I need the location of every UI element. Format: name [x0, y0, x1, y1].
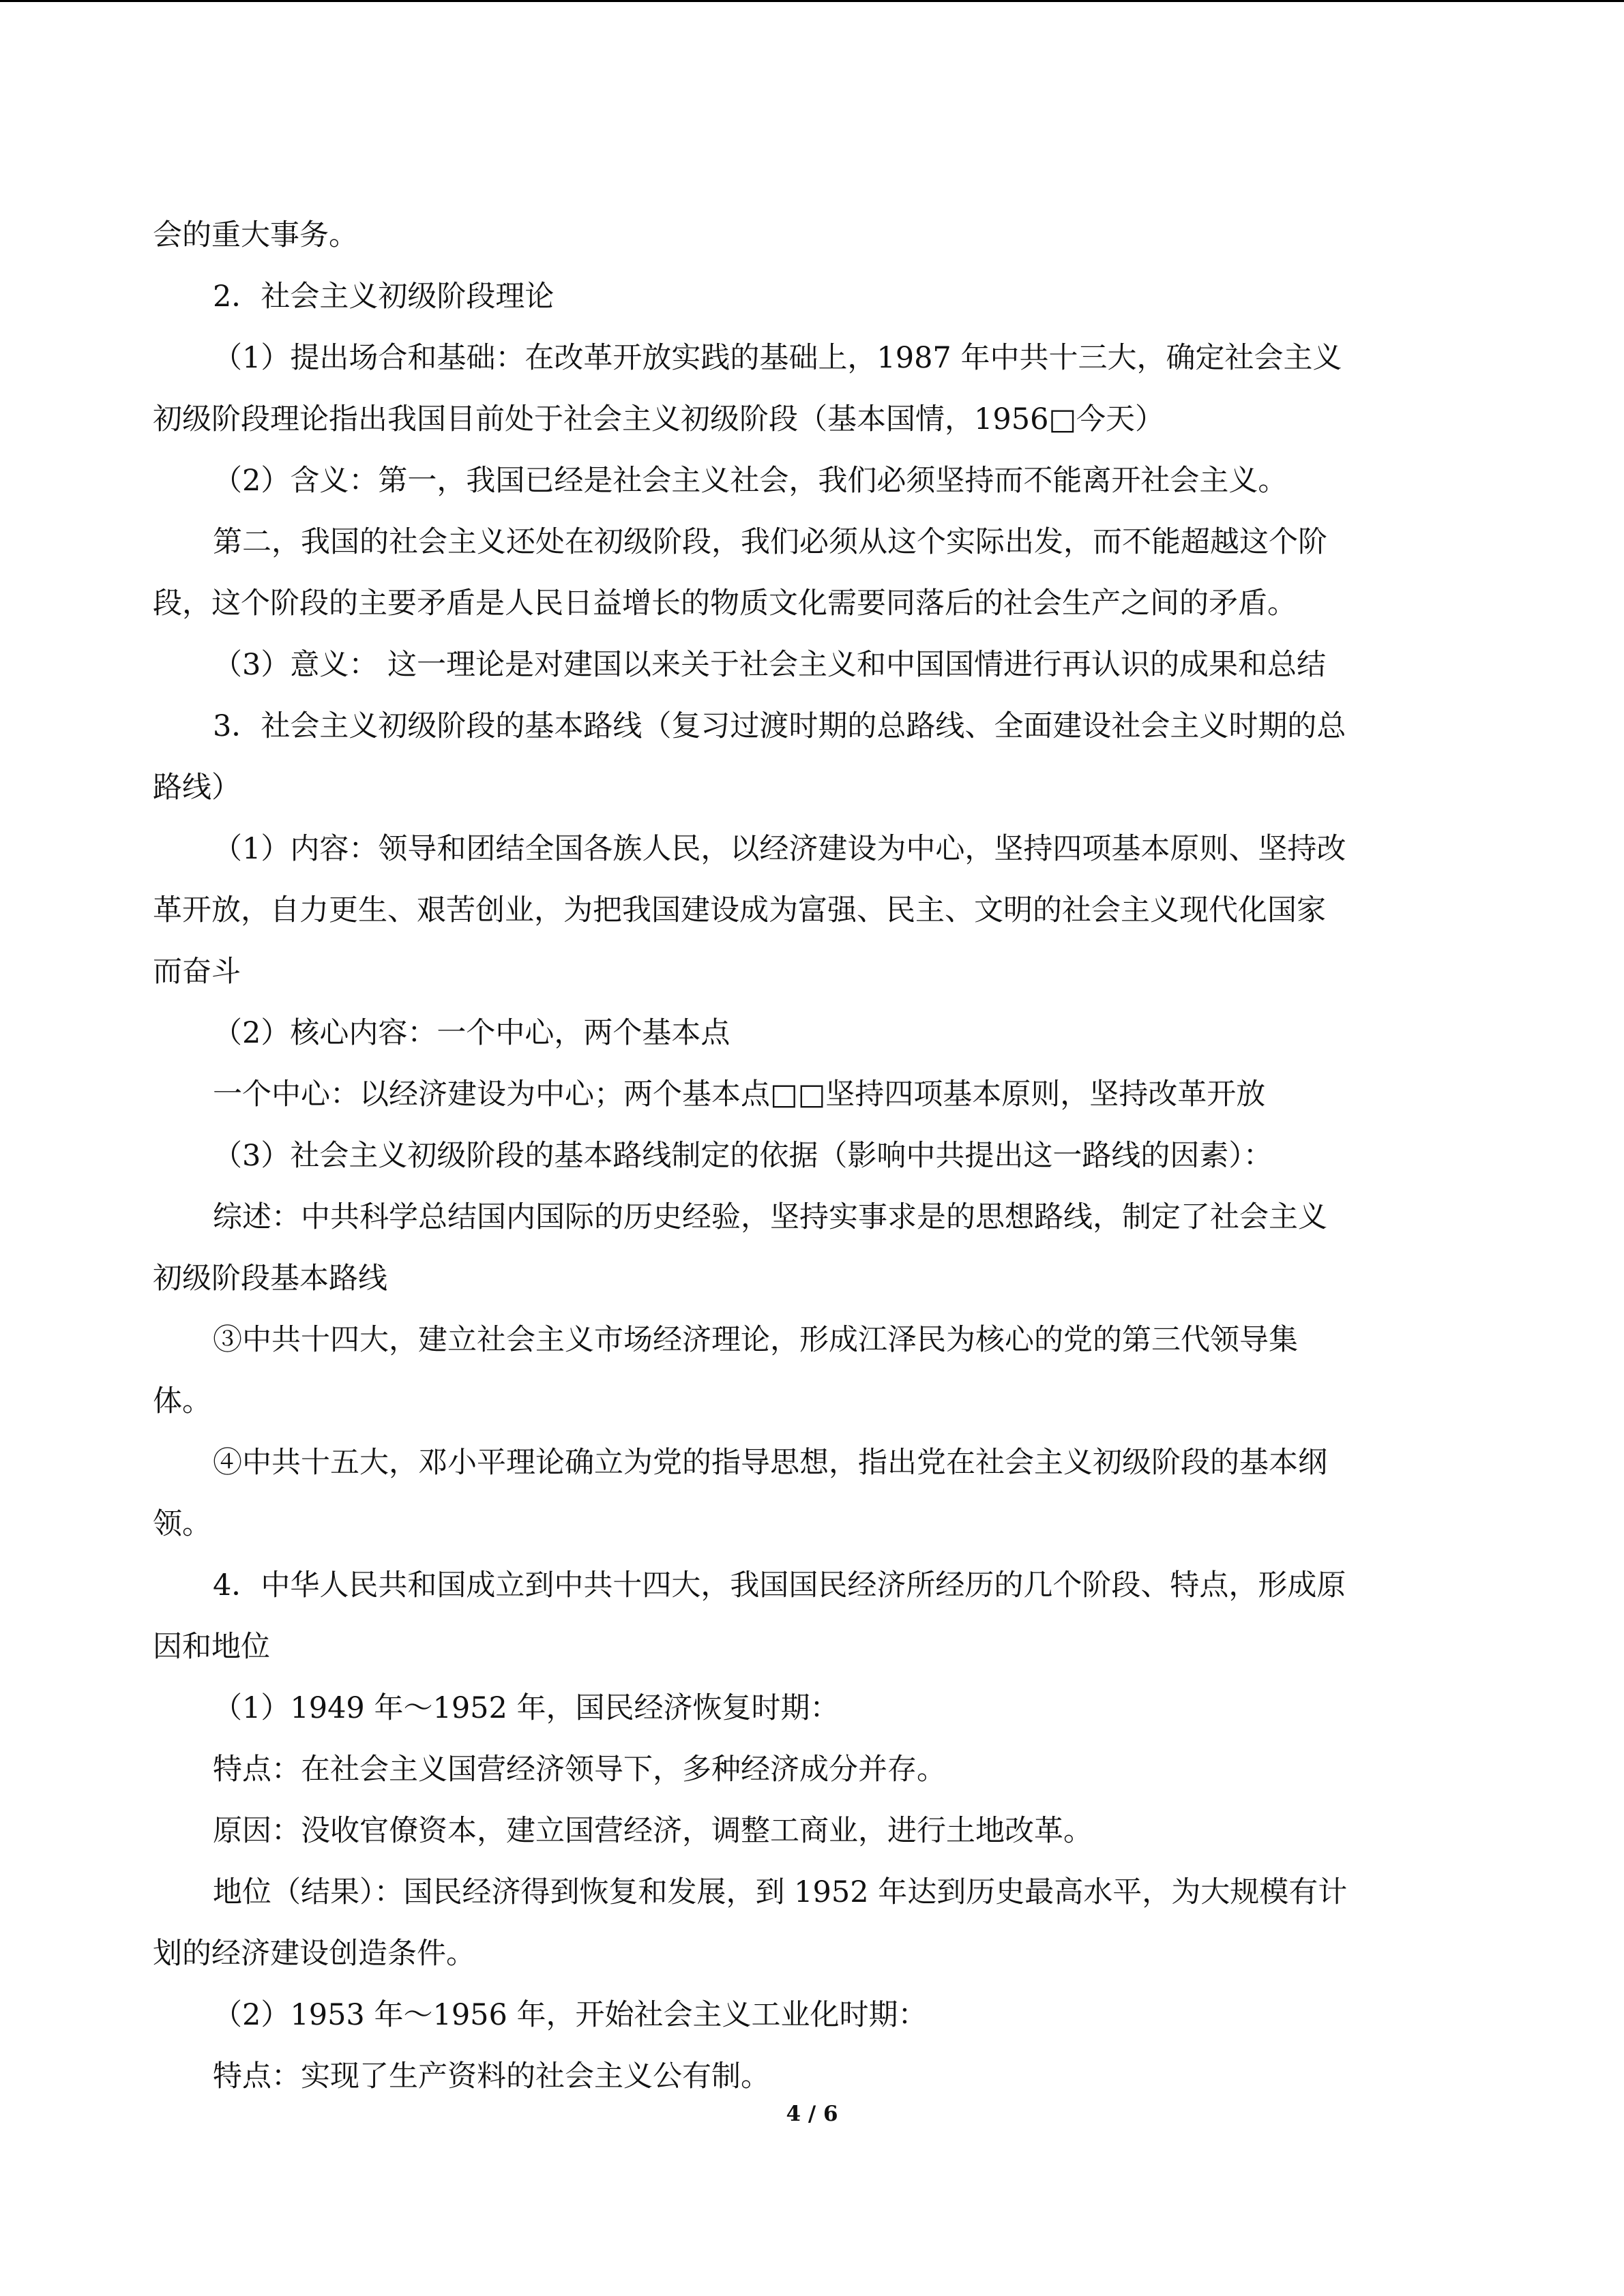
text-line: 领。	[153, 1507, 211, 1541]
text-line: （2）含义：第一，我国已经是社会主义社会，我们必须坚持而不能离开社会主义。	[213, 464, 1288, 498]
text-line: 革开放，自力更生、艰苦创业，为把我国建设成为富强、民主、文明的社会主义现代化国家	[153, 893, 1326, 927]
text-line: 原因：没收官僚资本，建立国营经济，调整工商业，进行土地改革。	[213, 1814, 1093, 1848]
text-line: （2）核心内容：一个中心，两个基本点	[213, 1016, 730, 1050]
text-line: 特点：在社会主义国营经济领导下，多种经济成分并存。	[213, 1753, 946, 1787]
text-line: （2）1953 年～1956 年，开始社会主义工业化时期：	[213, 1998, 928, 2032]
text-line: 一个中心：以经济建设为中心；两个基本点□□坚持四项基本原则，坚持改革开放	[213, 1077, 1266, 1112]
section-heading: 4．中华人民共和国成立到中共十四大，我国国民经济所经历的几个阶段、特点，形成原	[213, 1568, 1346, 1602]
text-line: （3）意义： 这一理论是对建国以来关于社会主义和中国国情进行再认识的成果和总结	[213, 648, 1327, 682]
text-line: （1）1949 年～1952 年，国民经济恢复时期：	[213, 1691, 840, 1725]
text-line: 路线）	[153, 771, 241, 805]
text-line: 而奋斗	[153, 955, 241, 989]
text-line: 会的重大事务。	[153, 218, 358, 252]
section-heading: 3．社会主义初级阶段的基本路线（复习过渡时期的总路线、全面建设社会主义时期的总	[213, 709, 1346, 743]
top-border-rule	[0, 0, 1624, 2]
text-line: 划的经济建设创造条件。	[153, 1937, 475, 1971]
text-line: ③中共十四大，建立社会主义市场经济理论，形成江泽民为核心的党的第三代领导集	[213, 1323, 1298, 1357]
page-number: 4 / 6	[786, 2102, 838, 2126]
text-line: （1）提出场合和基础：在改革开放实践的基础上，1987 年中共十三大，确定社会主义	[213, 341, 1342, 375]
text-line: 段，这个阶段的主要矛盾是人民日益增长的物质文化需要同落后的社会生产之间的矛盾。	[153, 586, 1297, 621]
text-line: 初级阶段基本路线	[153, 1262, 387, 1296]
section-heading: 2．社会主义初级阶段理论	[213, 280, 555, 314]
text-line: （1）内容：领导和团结全国各族人民，以经济建设为中心，坚持四项基本原则、坚持改	[213, 832, 1346, 866]
text-line: ④中共十五大，邓小平理论确立为党的指导思想，指出党在社会主义初级阶段的基本纲	[213, 1446, 1327, 1480]
text-line: 综述：中共科学总结国内国际的历史经验，坚持实事求是的思想路线，制定了社会主义	[213, 1200, 1327, 1234]
text-line: 地位（结果）：国民经济得到恢复和发展，到 1952 年达到历史最高水平，为大规模有计	[213, 1875, 1348, 1909]
text-line: 初级阶段理论指出我国目前处于社会主义初级阶段（基本国情，1956□今天）	[153, 402, 1165, 436]
text-line: 特点：实现了生产资料的社会主义公有制。	[213, 2059, 770, 2093]
text-line: 因和地位	[153, 1630, 270, 1664]
document-body	[153, 205, 1476, 2107]
text-line: 第二，我国的社会主义还处在初级阶段，我们必须从这个实际出发，而不能超越这个阶	[213, 525, 1327, 559]
text-line: 体。	[153, 1384, 211, 1418]
text-line: （3）社会主义初级阶段的基本路线制定的依据（影响中共提出这一路线的因素）：	[213, 1139, 1273, 1173]
